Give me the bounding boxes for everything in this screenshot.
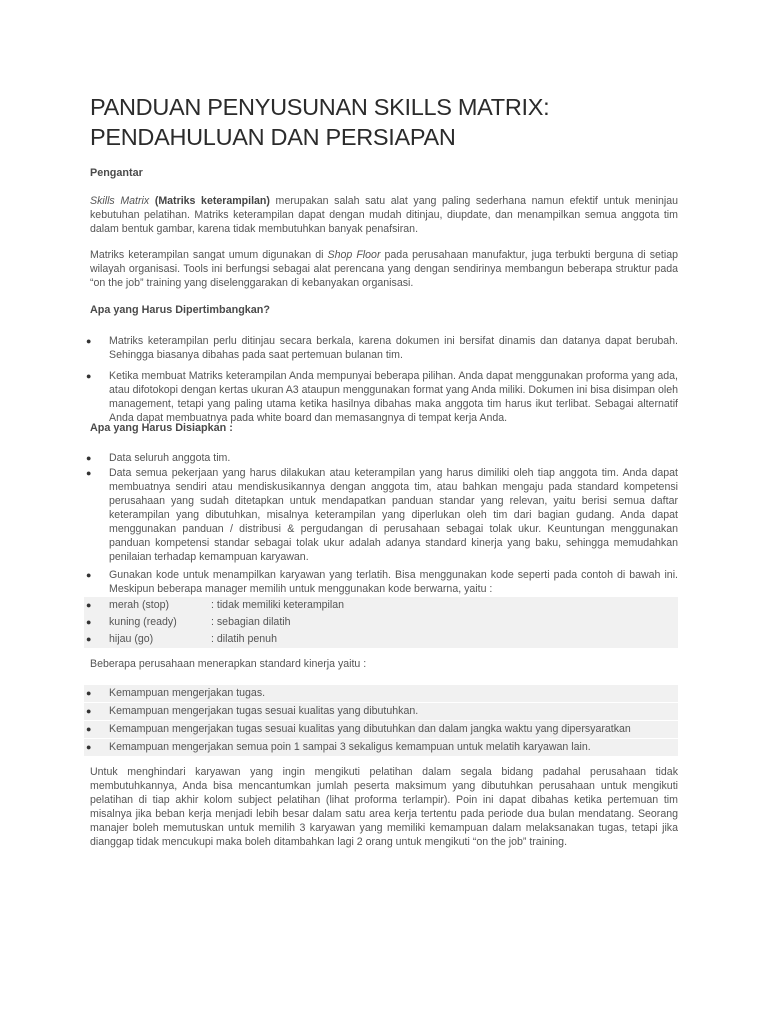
standard-item <box>84 739 678 756</box>
paragraph-shop-floor <box>90 248 678 290</box>
code-label: merah (stop) <box>109 599 170 611</box>
code-row-green <box>84 631 678 648</box>
list-item-text: Gunakan kode untuk menampilkan karyawan yang terlatih. Bisa menggunakan kode seperti pada contoh di bawah ini. Meskipun beberapa manager memilih untuk menggunakan kode berwarna, yaitu : <box>109 569 678 595</box>
code-description: : sebagian dilatih <box>211 616 291 628</box>
consider-list <box>84 334 678 425</box>
bullet-icon: ● <box>86 453 92 463</box>
heading-disiapkan: Apa yang Harus Disiapkan : <box>90 422 233 434</box>
title-line-2: PENDAHULUAN DAN PERSIAPAN <box>90 124 456 150</box>
bullet-icon: ● <box>86 706 92 716</box>
bullet-icon: ● <box>86 724 92 734</box>
standard-item <box>84 721 678 738</box>
para2-before: Matriks keterampilan sangat umum digunakan di <box>90 249 328 261</box>
list-item-text: Data seluruh anggota tim. <box>109 452 231 464</box>
list-item <box>84 568 678 596</box>
code-description: : dilatih penuh <box>211 633 277 645</box>
standards-intro: Beberapa perusahaan menerapkan standard kinerja yaitu : <box>90 658 367 670</box>
bullet-icon: ● <box>86 634 92 644</box>
standard-text: Kemampuan mengerjakan tugas sesuai kualitas yang dibutuhkan. <box>109 705 419 717</box>
bullet-icon: ● <box>86 468 92 478</box>
list-item <box>84 451 678 465</box>
prepare-list <box>84 451 678 596</box>
para2-italic: Shop Floor <box>327 249 381 261</box>
intro-text: merupakan salah satu alat yang paling sederhana namun efektif untuk meninjau kebutuhan pelatihan. Matriks keterampilan dapat dengan mudah ditinjau, diupdate, dan menampilkan semua anggota tim dalam bentuk gambar, karena tidak membutuhkan banyak penafsiran. <box>90 195 678 235</box>
list-item-text: Matriks keterampilan perlu ditinjau secara berkala, karena dokumen ini bersifat dinamis dan datanya dapat berubah. Sehingga biasanya dibahas pada saat pertemuan bulanan tim. <box>109 335 678 361</box>
bullet-icon: ● <box>86 617 92 627</box>
standard-item <box>84 703 678 720</box>
list-item <box>84 369 678 425</box>
standard-text: Kemampuan mengerjakan semua poin 1 sampai 3 sekaligus kemampuan untuk melatih karyawan lain. <box>109 741 591 753</box>
title-line-1: PANDUAN PENYUSUNAN SKILLS MATRIX: <box>90 94 550 120</box>
heading-pengantar: Pengantar <box>90 167 143 179</box>
code-description: : tidak memiliki keterampilan <box>211 599 345 611</box>
bullet-icon: ● <box>86 570 92 580</box>
intro-term-bold: (Matriks keterampilan) <box>154 195 270 207</box>
list-item <box>84 466 678 564</box>
heading-pertimbangkan: Apa yang Harus Dipertimbangkan? <box>90 304 270 316</box>
bullet-icon: ● <box>86 336 92 346</box>
code-row-yellow <box>84 614 678 631</box>
code-label: hijau (go) <box>109 633 154 645</box>
intro-term-italic: Skills Matrix <box>90 195 150 207</box>
code-label: kuning (ready) <box>109 616 177 628</box>
bullet-icon: ● <box>86 742 92 752</box>
bullet-icon: ● <box>86 688 92 698</box>
list-item-text: Ketika membuat Matriks keterampilan Anda mempunyai beberapa pilihan. Anda dapat menggunakan proforma yang ada, atau difotokopi dengan kertas ukuran A3 ataupun menggunakan format yang Anda miliki. Dokumen ini bisa disimpan oleh management, tetapi yang paling utama ketika hasilnya dibahas maka anggota tim harus ikut terlibat. Sebagai alternatif Anda dapat membuatnya pada white board dan memasangnya di tempat kerja Anda. <box>109 370 678 424</box>
list-item <box>84 334 678 362</box>
bullet-icon: ● <box>86 371 92 381</box>
page-title <box>90 92 690 152</box>
standard-item <box>84 685 678 702</box>
para2-after: pada perusahaan manufaktur, juga terbukti berguna di setiap wilayah organisasi. Tools ini berfungsi sebagai alat perencana yang dengan sendirinya membangun beberapa struktur pada “on the job” training yang diselenggarakan di kebanyakan organisasi. <box>90 249 678 289</box>
standard-text: Kemampuan mengerjakan tugas sesuai kualitas yang dibutuhkan dan dalam jangka waktu yang dipersyaratkan <box>109 723 631 735</box>
bullet-icon: ● <box>86 600 92 610</box>
standard-text: Kemampuan mengerjakan tugas. <box>109 687 266 699</box>
list-item-text: Data semua pekerjaan yang harus dilakukan atau keterampilan yang harus dimiliki oleh tiap anggota tim. Anda dapat membuatnya sendiri atau mendiskusikannya dengan anggota tim, atau bahkan mengaju pada standard kompetensi perusahaan yang sudah ditetapkan untuk mendapatkan panduan standar yang relevan, yaitu berisi semua daftar keterampilan yang dibutuhkan, misalnya keterampilan yang diperlukan oleh tim dari bagian gudang. Anda dapat menggunakan panduan / distribusi & pergudangan di perusahaan sebagai tolak ukur. Keuntungan menggunakan panduan kompetensi standar sebagai tolak ukur adalah adanya standard kinerja yang baku, sehingga memudahkan penilaian terhadap kemampuan karyawan. <box>109 467 678 563</box>
intro-paragraph <box>90 194 678 236</box>
closing-paragraph: Untuk menghindari karyawan yang ingin mengikuti pelatihan dalam segala bidang padahal perusahaan tidak membutuhkannya, Anda bisa mencantumkan jumlah peserta maksimum yang dibutuhkan perusahaan untuk mengikuti pelatihan di tiap akhir kolom subject pelatihan (lihat proforma terlampir). Poin ini dapat dibahas ketika pertemuan tim misalnya jika beban kerja menjadi lebih besar dalam satu area kerja tertentu pada periode dua bulan mendatang. Seorang manajer boleh memutuskan untuk memilih 3 karyawan yang memiliki kemampuan dalam melaksanakan tugas, tetapi jika dianggap tidak mencukupi maka boleh ditambahkan lagi 2 orang untuk mengikuti “on the job” training. <box>90 766 678 848</box>
code-row-red <box>84 597 678 614</box>
